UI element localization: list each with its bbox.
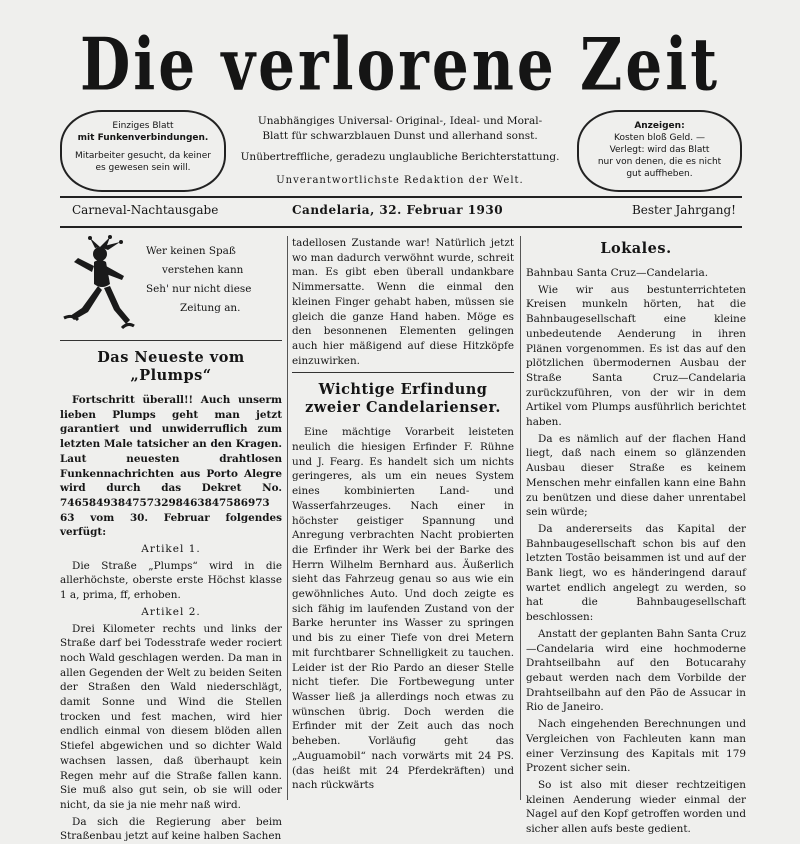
plumps-headline: Das Neueste vom „Plumps“ xyxy=(97,349,245,384)
left-ear-line: Mitarbeiter gesucht, da keiner xyxy=(75,151,211,161)
verse-line: Wer keinen Spaß xyxy=(146,245,236,257)
header-rule-bottom xyxy=(60,226,742,228)
column-divider xyxy=(287,236,288,800)
column-1 xyxy=(60,236,282,843)
article-paragraph: tadellosen Zustande war! Natürlich jetzt wo man dadurch verwöhnt wurde, schreit man. Es gibt eben überall undankbare Nimmersatte. Wenn die einmal den kleinen Finger gehabt haben, müssen sie gleich die ganze Hand haben. Möge es den besonnenen Elementen gelingen auch hier mäßigend auf diese Hitzköpfe einzuwirken. xyxy=(292,237,514,367)
left-ear-line: Einziges Blatt xyxy=(112,121,174,131)
column-divider xyxy=(520,236,521,800)
vintage-label: Bester Jahrgang! xyxy=(631,203,736,217)
article-paragraph: Da andererseits das Kapital der Bahnbaugesellschaft schon bis auf den letzten Tostão beisammen ist und auf der Bank liegt, wo es händeringend darauf wartet endlich angelegt zu werden, so hat die Bahnbaugesellschaft beschlossen: xyxy=(526,522,746,624)
column-3 xyxy=(526,236,746,836)
date-label: Candelaria, 32. Februar 1930 xyxy=(292,203,504,217)
editors-line: Unverantwortlichste Redaktion der Welt. xyxy=(276,175,524,186)
right-ear-line: Kosten bloß Geld. — xyxy=(614,133,705,143)
railway-subhead: Bahnbau Santa Cruz—Candelaria. xyxy=(526,267,709,279)
jester-verse xyxy=(146,242,280,318)
article-paragraph: Da sich die Regierung aber beim Straßenbau jetzt auf keine halben Sachen xyxy=(60,815,282,843)
left-ear-line: es gewesen sein will. xyxy=(95,163,191,173)
section-rule xyxy=(292,372,514,373)
verse-line: Seh' nur nicht diese xyxy=(146,283,252,295)
article-paragraph: So ist also mit dieser rechtzeitigen kleinen Aenderung wieder einmal der Nagel auf den Kopf getroffen worden und sicher allen aufs beste gedient. xyxy=(526,778,746,836)
right-ear-line: gut auffheben. xyxy=(626,169,693,179)
local-news-headline: Lokales. xyxy=(600,240,672,257)
article-paragraph: Nach eingehenden Berechnungen und Vergleichen von Fachleuten kann man einer Verzinsung des Kapitals mit 179 Prozent sicher sein. xyxy=(526,718,746,775)
right-ear-line: nur von denen, die es nicht xyxy=(597,157,722,167)
edition-label: Carneval-Nachtausgabe xyxy=(72,203,219,217)
column-2 xyxy=(292,236,514,800)
left-ear-line: mit Funkenverbindungen. xyxy=(77,133,209,143)
motto-line: Blatt für schwarzblauen Dunst und allerhand sonst. xyxy=(262,130,538,142)
jester-illustration xyxy=(60,236,136,334)
left-ear-box xyxy=(60,110,226,192)
motto-line: Unabhängiges Universal- Original-, Ideal- und Moral- xyxy=(257,115,543,127)
article-paragraph: Eine mächtige Vorarbeit leisteten neulich die hiesigen Erfinder F. Rühne und J. Fearg. Es handelt sich um nichts geringeres, als um ein neues System eines kombinierten Land- und Wasserfahrzeuges. Nach einer in höchster geistiger Spannung und Anregung verbrachten Nacht probierten die Erfinder ihr Werk bei der Barke des Herrn Wilhelm Bernhard aus. Äußerlich sieht das Fahrzeug genau so aus wie ein gewöhnliches Auto. Und doch zeigte es sich fähig im laufenden Zustand von der Barke herunter ins Wasser zu springen und bis zu einer Tiefe von drei Metern mit furchtbarer Schnelligkeit zu tauchen. Leider ist der Rio Pardo an dieser Stelle nicht tiefer. Die Fortbewegung unter Wasser ließ ja allerdings noch etwas zu wünschen übrig. Doch werden die Erfinder mit der Zeit auch das noch beheben. Vorläufig geht das „Auguamobil“ nach vorwärts mit 24 PS. (das heißt mit 24 Pferdekräften) und nach rückwärts xyxy=(292,426,514,792)
verse-line: verstehen kann xyxy=(162,264,244,276)
jester-block xyxy=(60,236,282,336)
article-paragraph: Wie wir aus bestunterrichteten Kreisen munkeln hörten, hat die Bahnbaugesellschaft eine kleine unbedeutende Aenderung in ihren Plänen vorgenommen. Es ist das auf den plötzlichen übermodernen Ausbau der Straße Santa Cruz—Candelaria zurückzuführen, von der wir in dem Artikel vom Plumps ausführlich berichtet haben. xyxy=(526,283,746,429)
verse-line: Zeitung an. xyxy=(180,302,241,314)
article-1-heading: Artikel 1. xyxy=(141,543,201,556)
motto-line: Unübertreffliche, geradezu unglaubliche Berichterstattung. xyxy=(240,151,560,163)
article-paragraph: Da es nämlich auf der flachen Hand liegt, daß nach einem so glänzenden Ausbau dieser Straße es keinem Menschen mehr einfallen kann eine Bahn zu benützen und diese daher unrentabel sein würde; xyxy=(526,432,746,519)
right-ear-box xyxy=(577,110,742,192)
right-ear-line: Verlegt: wird das Blatt xyxy=(609,145,710,155)
right-ear-line: Anzeigen: xyxy=(634,121,685,131)
header-rule-top xyxy=(60,196,742,198)
dateline xyxy=(60,203,742,223)
masthead-title: Die verlorene Zeit xyxy=(79,22,721,107)
article-paragraph: Drei Kilometer rechts und links der Straße darf bei Todesstrafe weder rociert noch Wald geschlagen werden. Da man in allen Gegenden der Welt zu beiden Seiten der Straßen den Wald niederschlägt, damit Sonne und Wind die Stellen trocken und fest machen, wird hier endlich einmal von diesem blöden allen Stiefel abgewichen und so dichter Wald wachsen lassen, daß überhaupt kein Regen mehr auf die Straße fallen kann. Sie muß also gut sein, ob sie will oder nicht, da sie ja nie mehr naß wird. xyxy=(60,622,282,811)
invention-headline: Wichtige Erfindung zweier Candelarienser. xyxy=(305,381,501,417)
article-2-heading: Artikel 2. xyxy=(141,605,201,618)
article-paragraph: Anstatt der geplanten Bahn Santa Cruz—Candelaria wird eine hochmoderne Drahtseilbahn auf den Botucarahy gebaut werden nach dem Vorbilde der Drahtseilbahn auf den Pão de Assucar in Rio de Janeiro. xyxy=(526,627,746,714)
section-rule xyxy=(60,340,282,341)
motto-block xyxy=(240,114,560,188)
article-paragraph: Fortschritt überall!! Auch unserm lieben Plumps geht man jetzt garantiert und unwiderruflich zum letzten Male tatsicher an den Kragen. Laut neuesten drahtlosen Funkennachrichten aus Porto Alegre wird durch das Dekret No. 74658493847573298463847586973 63 vom 30. Februar folgendes verfügt: xyxy=(60,394,282,539)
article-paragraph: Die Straße „Plumps“ wird in die allerhöchste, oberste erste Höchst klasse 1 a, prima, ff, erhoben. xyxy=(60,559,282,602)
